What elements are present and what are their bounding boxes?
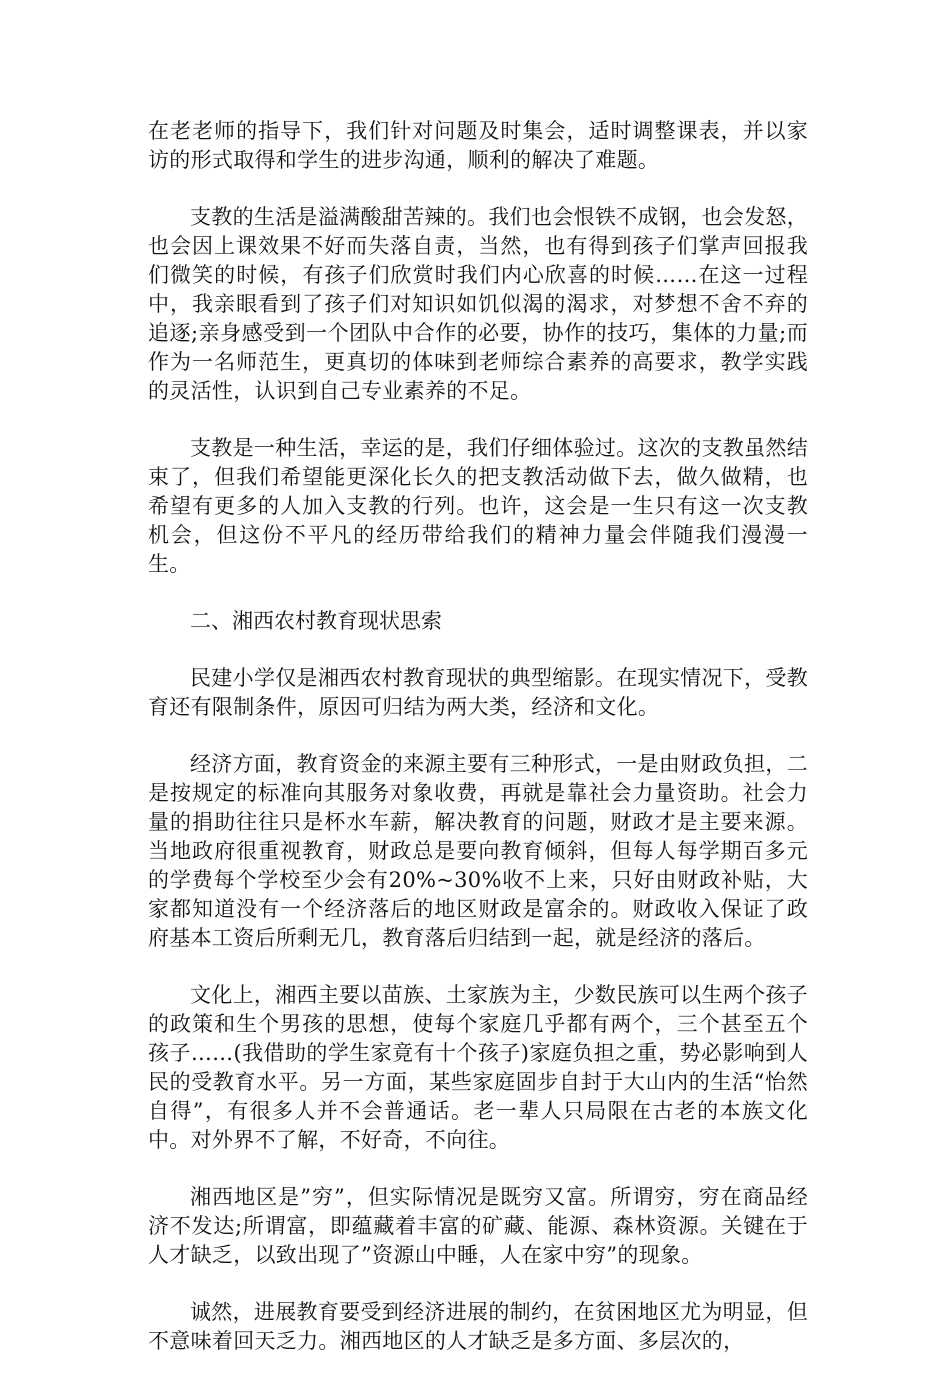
- paragraph-economy: 经济方面，教育资金的来源主要有三种形式，一是由财政负担，二是按规定的标准向其服务对象收费，再就是靠社会力量资助。社会力量的捐助往往只是杯水车薪，解决教育的问题，财政才是主要来源。当地政府很重视教育，财政总是要向教育倾斜，但每人每学期百多元的学费每个学校至少会有20%~30%收不上来，只好由财政补贴，大家都知道没有一个经济落后的地区财政是富余的。财政收入保证了政府基本工资后所剩无几，教育落后归结到一起，就是经济的落后。: [148, 752, 808, 950]
- paragraph-education-status: 民建小学仅是湘西农村教育现状的典型缩影。在现实情况下，受教育还有限制条件，原因可归结为两大类，经济和文化。: [148, 666, 808, 719]
- paragraph-teaching-life: 支教的生活是溢满酸甜苦辣的。我们也会恨铁不成钢，也会发怒，也会因上课效果不好而失落自责，当然，也有得到孩子们掌声回报我们微笑的时候，有孩子们欣赏时我们内心欣喜的时候……在这一过程中，我亲眼看到了孩子们对知识如饥似渴的渴求，对梦想不舍不弃的追逐;亲身感受到一个团队中合作的必要，协作的技巧，集体的力量;而作为一名师范生，更真切的体味到老师综合素养的高要求，教学实践的灵活性，认识到自己专业素养的不足。: [148, 205, 808, 403]
- paragraph-conclusion: 诚然，进展教育要受到经济进展的制约，在贫困地区尤为明显，但不意味着回天乏力。湘西地区的人才缺乏是多方面、多层次的，: [148, 1300, 808, 1353]
- paragraph-culture: 文化上，湘西主要以苗族、土家族为主，少数民族可以生两个孩子的政策和生个男孩的思想，使每个家庭几乎都有两个，三个甚至五个孩子……(我借助的学生家竟有十个孩子)家庭负担之重，势必影响到人民的受教育水平。另一方面，某些家庭固步自封于大山内的生活“怡然自得”，有很多人并不会普通话。老一辈人只局限在古老的本族文化中。对外界不了解，不好奇，不向往。: [148, 983, 808, 1152]
- section-heading: 二、湘西农村教育现状思索: [190, 609, 442, 633]
- paragraph-continuation: 在老老师的指导下，我们针对问题及时集会，适时调整课表，并以家访的形式取得和学生的进步沟通，顺利的解决了难题。: [148, 119, 808, 172]
- paragraph-poor-and-rich: 湘西地区是”穷”，但实际情况是既穷又富。所谓穷，穷在商品经济不发达;所谓富，即蕴藏着丰富的矿藏、能源、森林资源。关键在于人才缺乏，以致出现了”资源山中睡，人在家中穷”的现象。: [148, 1185, 808, 1267]
- paragraph-teaching-experience: 支教是一种生活，幸运的是，我们仔细体验过。这次的支教虽然结束了，但我们希望能更深化长久的把支教活动做下去，做久做精，也希望有更多的人加入支教的行列。也许，这会是一生只有这一次支教机会，但这份不平凡的经历带给我们的精神力量会伴随我们漫漫一生。: [148, 436, 808, 576]
- document-body: [148, 117, 808, 1384]
